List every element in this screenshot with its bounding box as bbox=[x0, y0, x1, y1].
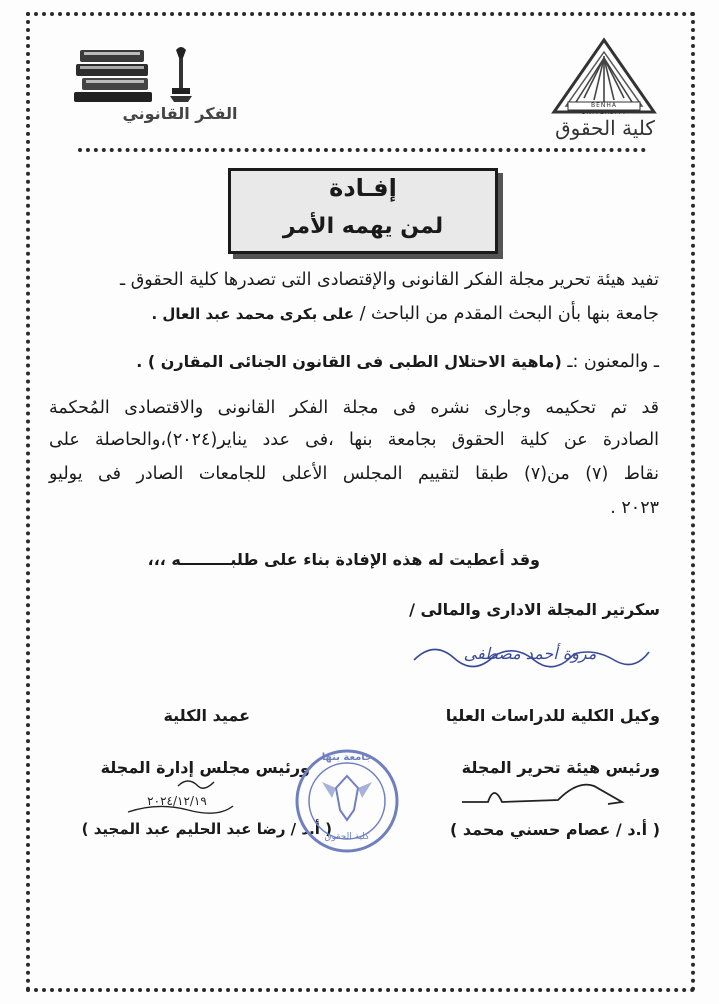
books-icon bbox=[74, 42, 154, 104]
dean-name: ( أ.د / رضا عبد الحليم عبد المجيد ) bbox=[81, 820, 332, 838]
secretary-title: سكرتير المجلة الادارى والمالى / bbox=[409, 600, 660, 619]
stamp-bottom-text: كلية الحقوق bbox=[324, 832, 370, 842]
body-line-1: تفيد هيئة تحرير مجلة الفكر القانونى والإقتصادى التى تصدرها كلية الحقوق ـ bbox=[120, 270, 659, 290]
vice-dean-name: ( أ.د / عصام حسني محمد ) bbox=[449, 820, 660, 839]
lamp-icon bbox=[168, 44, 194, 104]
secretary-handwritten-name: مروة أحمد مصطفى bbox=[463, 644, 597, 663]
faculty-name: كلية الحقوق bbox=[555, 116, 655, 140]
paragraph-line-2: الصادرة عن كلية الحقوق بجامعة بنها ،فى عدد يناير(٢٠٢٤)،والحاصلة على bbox=[49, 430, 660, 450]
journal-name: الفكر القانوني bbox=[122, 104, 238, 123]
handwritten-date: ٢٠٢٤/١٢/١٩ bbox=[147, 794, 207, 808]
dean-title: عميد الكلية bbox=[163, 706, 250, 725]
paragraph-line-3: نقاط (٧) من(٧) طبقا لتقييم المجلس الأعلى للجامعات الصادر فى يوليو bbox=[49, 464, 659, 484]
seal-caption: BENHA UNIVERSITY bbox=[581, 102, 627, 116]
document-title: إفـادة bbox=[329, 174, 397, 202]
research-title: (ماهية الاحتلال الطبى فى القانون الجنائى المقارن ) . bbox=[136, 352, 562, 371]
closing-line: وقد أعطيت له هذه الإفادة بناء على طلبـــــــــه ،،، bbox=[147, 550, 540, 569]
body-line-3 bbox=[49, 352, 659, 372]
body-line-2 bbox=[49, 304, 659, 324]
header-divider bbox=[78, 148, 646, 152]
paragraph-line-4: ٢٠٢٣ . bbox=[610, 498, 659, 518]
vice-dean-role: ورئيس هيئة تحرير المجلة bbox=[461, 758, 660, 777]
document-subtitle: لمن يهمه الأمر bbox=[282, 214, 444, 239]
vice-dean-signature-icon bbox=[458, 776, 628, 816]
dean-role: ورئيس مجلس إدارة المجلة bbox=[100, 758, 310, 777]
researcher-name: على بكرى محمد عبد العال . bbox=[151, 305, 354, 323]
researcher-intro: جامعة بنها بأن البحث المقدم من الباحث / bbox=[359, 304, 659, 324]
stamp-top-text: جامعة بنها bbox=[321, 752, 373, 763]
vice-dean-title: وكيل الكلية للدراسات العليا bbox=[445, 706, 660, 725]
research-title-intro: ـ والمعنون :ـ bbox=[567, 352, 659, 372]
paragraph-line-1: قد تم تحكيمه وجارى نشره فى مجلة الفكر القانونى والاقتصادى المُحكمة bbox=[49, 398, 659, 418]
